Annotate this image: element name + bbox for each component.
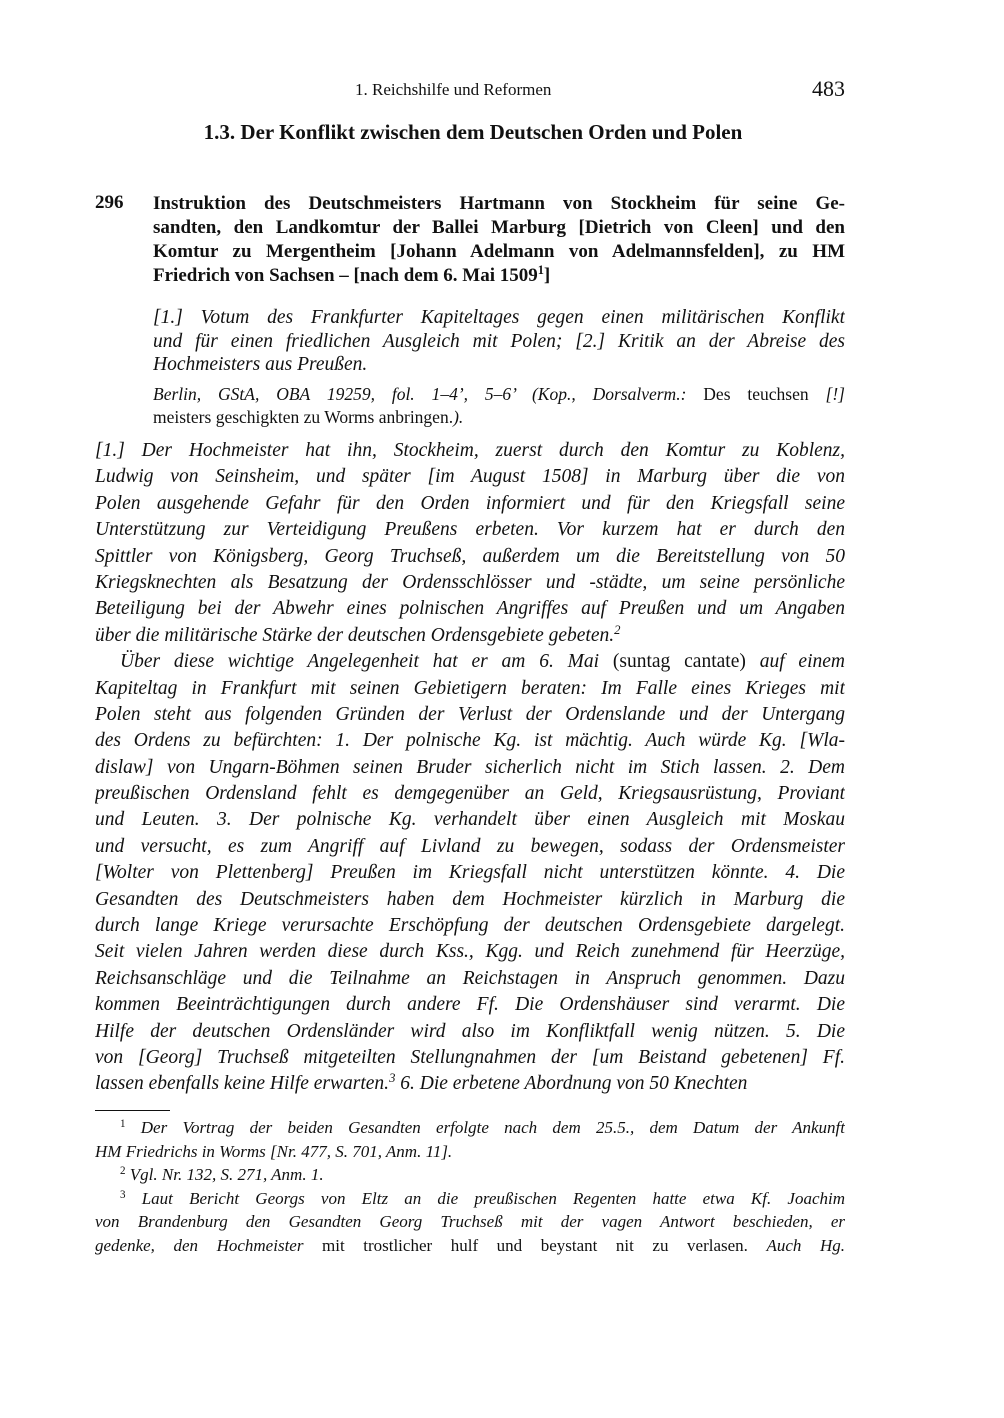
text-line — [95, 1234, 845, 1258]
text-segment: Kriegsknechten als Besatzung der Ordensschlösser und -städte, um seine persönliche — [95, 571, 845, 593]
text-segment: preußischen Ordensland fehlt es demgegenüber an Geld, Kriegsausrüstung, Proviant — [95, 783, 845, 805]
text-line — [95, 649, 845, 675]
text-line — [95, 939, 845, 965]
section-title: 1.3. Der Konflikt zwischen dem Deutschen Orden und Polen — [203, 120, 743, 144]
text-line — [95, 544, 845, 570]
text-segment: Ludwig von Seinsheim, und später [im August 1508] in Marburg über die von — [95, 466, 845, 488]
text-segment: Des teuchsen — [703, 384, 826, 404]
text-segment: dislaw] von Ungarn-Böhmen seinen Bruder sicherlich nicht im Stich lassen. 2. Dem — [95, 756, 845, 778]
text-segment: Polen ausgehende Gefahr für den Orden informiert und für den Kriegsfall seine — [95, 492, 845, 514]
page-number: 483 — [812, 76, 845, 101]
text-segment: Kapiteltag in Frankfurt mit seinen Gebietigern beraten: Im Falle eines Krieges mit — [95, 677, 845, 699]
text-line — [153, 264, 845, 288]
text-segment: Vgl. Nr. 132, S. 271, Anm. 1. — [125, 1165, 324, 1184]
text-segment: durch lange Kriege verursachte Erschöpfung der deutschen Ordensgebiete dargelegt. — [95, 915, 845, 937]
text-segment: Gesandten des Deutschmeisters haben dem Hochmeister kürzlich in Marburg die — [95, 888, 845, 910]
text-line — [95, 1187, 845, 1211]
text-segment: von Brandenburg den Gesandten Georg Truchseß mit der vagen Antwort beschieden, er — [95, 1212, 845, 1231]
text-line — [95, 728, 845, 754]
footnote-marker: 3 — [120, 1188, 126, 1201]
text-line — [95, 807, 845, 833]
text-line — [153, 406, 845, 429]
text-segment: Instruktion des Deutschmeisters Hartmann von Stockheim für seine Ge- — [153, 193, 845, 214]
text-segment: [1.] Der Hochmeister hat ihn, Stockheim, zuerst durch den Komtur zu Koblenz, — [95, 440, 845, 461]
text-line — [95, 491, 845, 517]
text-segment: meisters geschigkten zu Worms anbringen. — [153, 407, 454, 427]
text-segment: Friedrich von Sachsen – [nach dem 6. Mai 1509 — [153, 265, 538, 286]
footnotes — [95, 1116, 845, 1257]
text-segment: [1.] Votum des Frankfurter Kapiteltages gegen einen militärischen Konflikt — [153, 307, 845, 328]
text-line — [95, 781, 845, 807]
text-segment: [Wolter von Plettenberg] Preußen im Kriegsfall nicht unterstützen könnte. 4. Die — [95, 862, 845, 884]
text-line — [153, 383, 845, 406]
text-segment: Berlin, GStA, OBA 19259, fol. 1–4’, 5–6’ (Kop., Dorsalverm.: — [153, 384, 704, 404]
text-segment: Auch Hg. — [766, 1235, 845, 1255]
text-segment: von [Georg] Truchseß mitgeteilten Stellungnahmen der [um Beistand gebetenen] Ff. — [95, 1046, 845, 1068]
footnote-rule — [95, 1110, 170, 1111]
text-line — [95, 1116, 845, 1140]
text-segment: und versucht, es zum Angriff auf Livland zu bewegen, sodass der Ordensmeister — [95, 835, 845, 857]
text-line — [95, 676, 845, 702]
text-line — [95, 1019, 845, 1045]
text-segment: Komtur zu Mergentheim [Johann Adelmann von Adelmannsfelden], zu HM — [153, 241, 845, 262]
text-segment: Hilfe der deutschen Ordensländer wird also im Konfliktfall wenig nützen. 5. Die — [95, 1020, 845, 1042]
footnote-marker: 3 — [389, 1071, 396, 1086]
text-segment: mit trostlicher hulf und beystant nit zu verlasen. — [322, 1235, 767, 1255]
text-line — [95, 464, 845, 490]
text-segment: gedenke, den Hochmeister — [95, 1235, 323, 1255]
text-segment: ] — [543, 265, 551, 286]
text-line — [95, 966, 845, 992]
text-line — [95, 913, 845, 939]
text-segment: Seit vielen Jahren werden diese durch Kss., Kgg. und Reich zunehmend für Heerzüge, — [95, 941, 845, 963]
text-segment: auf einem — [759, 651, 845, 673]
footnote-marker: 1 — [537, 264, 544, 278]
text-segment: Spittler von Königsberg, Georg Truchseß, außerdem um die Bereitstellung von 50 — [95, 545, 845, 567]
text-segment: Polen steht aus folgenden Gründen der Verlust der Ordenslande und der Untergang — [95, 703, 845, 725]
text-line — [95, 755, 845, 781]
entry-source — [153, 383, 845, 429]
text-segment: Laut Bericht Georgs von Eltz an die preußischen Regenten hatte etwa Kf. Joachim — [125, 1188, 845, 1208]
footnote-marker: 1 — [120, 1117, 126, 1130]
text-segment: (suntag cantate) — [612, 651, 760, 673]
text-segment: Hochmeisters aus Preußen. — [153, 354, 368, 375]
text-line — [95, 1163, 845, 1187]
text-segment: und für einen friedlichen Ausgleich mit Polen; [2.] Kritik an der Abreise des — [153, 330, 845, 352]
entry-summary — [153, 306, 845, 377]
text-segment: kommen Beeinträchtigungen durch andere Ff. Die Ordenshäuser sind verarmt. Die — [95, 994, 845, 1016]
text-segment: Beteiligung bei der Abwehr eines polnischen Angriffes auf Preußen und um Angaben — [95, 598, 845, 620]
text-segment: des Ordens zu befürchten: 1. Der polnische Kg. ist mächtig. Auch würde Kg. [Wla- — [95, 730, 845, 752]
text-line — [153, 353, 845, 377]
text-line — [95, 517, 845, 543]
text-segment: Reichsanschläge und die Teilnahme an Reichstagen in Anspruch genommen. Dazu — [95, 967, 845, 989]
text-line — [95, 887, 845, 913]
text-segment: [!] — [825, 384, 845, 404]
text-line — [95, 623, 845, 649]
entry-heading — [153, 192, 845, 288]
text-segment: Unterstützung zur Verteidigung Preußens erbeten. Vor kurzem hat er durch den — [95, 519, 845, 541]
text-line — [95, 1140, 845, 1164]
text-segment: ). — [453, 407, 464, 427]
text-line — [95, 596, 845, 622]
text-segment: und Leuten. 3. Der polnische Kg. verhandelt über einen Ausgleich mit Moskau — [95, 809, 845, 831]
text-line — [153, 216, 845, 240]
text-line — [95, 702, 845, 728]
text-segment: sandten, den Landkomtur der Ballei Marburg [Dietrich von Cleen] und den — [153, 217, 845, 238]
text-segment: Über diese wichtige Angelegenheit hat er am 6. Mai — [120, 651, 613, 673]
text-line — [95, 1071, 845, 1097]
entry-number: 296 — [95, 192, 124, 213]
footnote-marker: 2 — [120, 1164, 126, 1177]
text-segment: über die militärische Stärke der deutschen Ordensgebiete gebeten. — [95, 624, 615, 646]
text-line — [95, 834, 845, 860]
text-segment: HM Friedrichs in Worms [Nr. 477, S. 701, Anm. 11]. — [95, 1141, 453, 1161]
text-line — [95, 992, 845, 1018]
text-segment: lassen ebenfalls keine Hilfe erwarten. — [95, 1073, 390, 1095]
running-head: 1. Reichshilfe und Reformen — [355, 80, 552, 99]
text-line — [153, 240, 845, 264]
text-line — [153, 306, 845, 330]
text-line — [95, 1210, 845, 1234]
text-line — [153, 330, 845, 354]
text-segment: 6. Die erbetene Abordnung von 50 Knechten — [395, 1073, 748, 1095]
text-line — [95, 1045, 845, 1071]
text-line — [95, 570, 845, 596]
body-text — [95, 438, 845, 1098]
text-line — [95, 860, 845, 886]
text-segment: Der Vortrag der beiden Gesandten erfolgte nach dem 25.5., dem Datum der Ankunft — [125, 1118, 845, 1137]
text-line — [153, 192, 845, 216]
text-line — [95, 438, 845, 464]
footnote-marker: 2 — [614, 622, 621, 637]
